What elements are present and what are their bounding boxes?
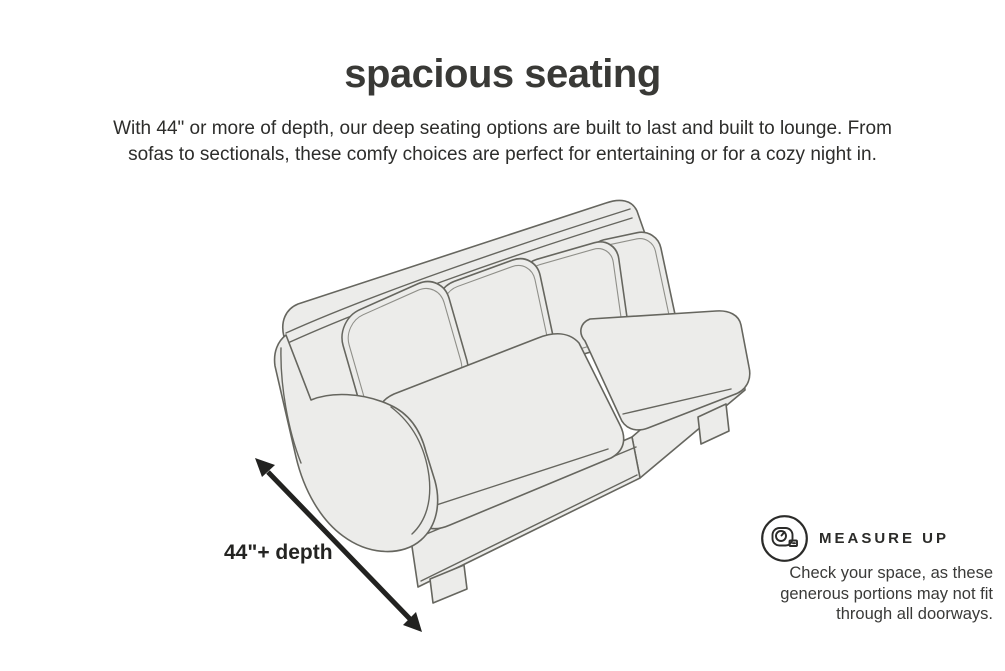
- measure-up-section: [760, 514, 993, 625]
- tape-measure-icon: [760, 514, 809, 563]
- description-line-1: With 44" or more of depth, our deep seating options are built to last and built to lounge. From: [113, 118, 892, 139]
- page-title: spacious seating: [344, 52, 661, 96]
- page-description: [0, 116, 1005, 168]
- measure-note-line-2: generous portions may not fit: [780, 584, 993, 603]
- measure-note-line-3: through all doorways.: [836, 605, 993, 623]
- measure-note-line-1: Check your space, as these: [789, 564, 993, 582]
- measure-up-title: MEASURE UP: [819, 530, 950, 547]
- description-line-2: sofas to sectionals, these comfy choices are perfect for entertaining or for a cozy night in.: [128, 144, 877, 165]
- measure-up-note: [760, 563, 993, 625]
- depth-dimension-label: 44"+ depth: [224, 541, 333, 564]
- sofa-illustration: [180, 185, 790, 645]
